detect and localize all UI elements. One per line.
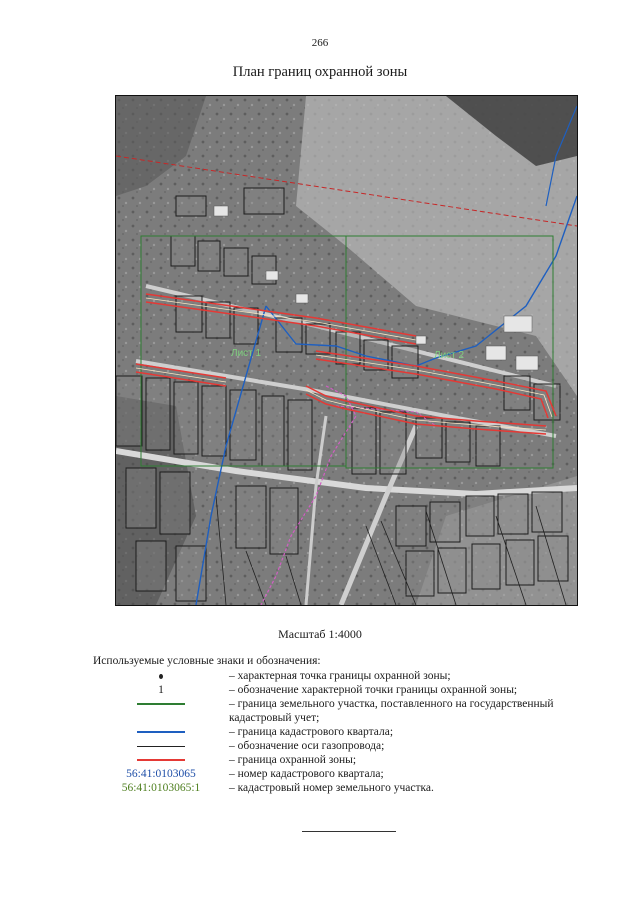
legend-desc: – граница охранной зоны; <box>229 754 357 766</box>
plot-number-symbol: 56:41:0103065:1 <box>121 782 201 794</box>
sheet-label-2: Лист 2 <box>434 350 465 361</box>
legend-row-gas-axis <box>95 739 615 753</box>
legend-symbol-red-line <box>95 753 227 767</box>
page-number: 266 <box>311 37 329 49</box>
map-scale: Масштаб 1:4000 <box>278 627 362 641</box>
legend-symbol-text <box>95 767 227 781</box>
legend-row-land-plot <box>95 697 615 725</box>
point-number-symbol: 1 <box>158 684 164 696</box>
quarter-number-symbol: 56:41:0103065 <box>126 768 196 780</box>
red-line-icon <box>137 759 185 761</box>
legend-symbol-black-line <box>95 739 227 753</box>
legend-symbol-blue-line <box>95 725 227 739</box>
legend-row-boundary-point <box>95 669 615 683</box>
aerial-map[interactable] <box>115 95 578 606</box>
legend-symbol-text <box>95 781 227 795</box>
legend-heading: Используемые условные знаки и обозначения: <box>93 655 321 667</box>
page-title: План границ охранной зоны <box>232 64 408 80</box>
legend-row-plot-number <box>95 781 615 795</box>
legend-row-protection-zone <box>95 753 615 767</box>
bottom-rule <box>302 831 396 832</box>
green-line-icon <box>137 703 185 705</box>
blue-line-icon <box>137 731 185 733</box>
legend-symbol-dot <box>95 669 227 683</box>
legend-desc: – граница земельного участка, поставленного на государственный кадастровый учет; <box>229 698 554 724</box>
legend-row-point-label <box>95 683 615 697</box>
legend-row-quarter-number <box>95 767 615 781</box>
sheet-label-1: Лист 1 <box>231 348 262 359</box>
black-line-icon <box>137 746 185 747</box>
legend <box>95 669 615 795</box>
legend-desc: – граница кадастрового квартала; <box>229 726 394 738</box>
boundary-point-dot-icon <box>159 674 163 679</box>
legend-desc: – характерная точка границы охранной зоны; <box>229 670 451 682</box>
legend-desc: – обозначение оси газопровода; <box>229 740 385 752</box>
legend-desc: – номер кадастрового квартала; <box>229 768 384 780</box>
legend-symbol-text <box>95 683 227 697</box>
legend-desc: – кадастровый номер земельного участка. <box>229 782 434 794</box>
legend-row-cadastral-quarter <box>95 725 615 739</box>
legend-desc: – обозначение характерной точки границы охранной зоны; <box>229 684 518 696</box>
legend-symbol-green-line <box>95 697 227 711</box>
